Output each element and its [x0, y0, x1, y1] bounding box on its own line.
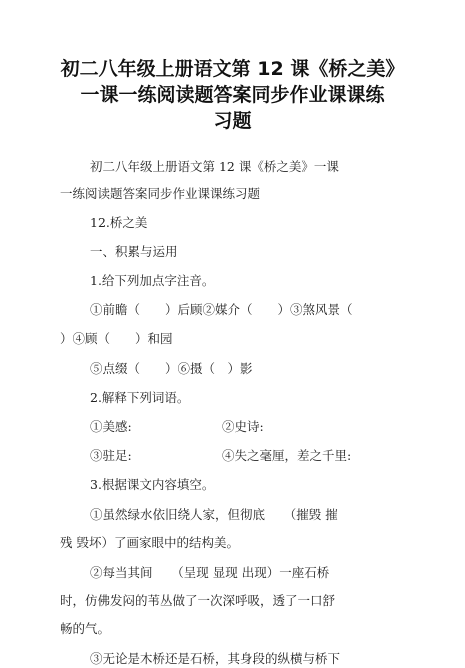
question-line: ⑤点缀（ ）⑥摄（ ）影 [90, 361, 253, 376]
term-item: ④失之毫厘，差之千里: [222, 448, 352, 463]
question-heading: 3.根据课文内容填空。 [90, 477, 215, 492]
term-item: ①美感: [90, 419, 132, 434]
question-line: 时，仿佛发闷的苇丛做了一次深呼吸，透了一口舒 [60, 593, 336, 608]
question-line: ）④顾（ ）和园 [60, 331, 173, 346]
title-line: 一课一练阅读题答案同步作业课课练 [80, 84, 385, 106]
question-line: ①虽然绿水依旧绕人家，但彻底 （摧毁 摧 [90, 507, 338, 522]
question-heading: 1.给下列加点字注音。 [90, 273, 215, 288]
question-heading: 2.解释下列词语。 [90, 390, 190, 405]
question-line: ②每当其间 （呈现 显现 出现）一座石桥 [90, 565, 330, 580]
question-line: 残 毁坏）了画家眼中的结构美。 [60, 535, 239, 550]
question-line: 畅的气。 [60, 621, 111, 636]
document-title [40, 56, 425, 134]
question-line: ①前瞻（ ）后顾②媒介（ ）③煞风景（ [90, 302, 353, 317]
title-line: 初二八年级上册语文第 12 课《桥之美》 [60, 58, 405, 80]
paragraph-line: 初二八年级上册语文第 12 课《桥之美》一课 [90, 159, 339, 174]
paragraph-line: 一练阅读题答案同步作业课课练习题 [60, 186, 261, 201]
term-item: ②史诗: [222, 419, 264, 434]
term-item: ③驻足: [90, 448, 132, 463]
section-heading: 一、积累与运用 [90, 244, 178, 259]
question-line: ③无论是木桥还是石桥，其身段的纵横与桥下 [90, 651, 341, 666]
title-line: 习题 [213, 110, 252, 132]
section-number: 12.桥之美 [90, 215, 148, 230]
